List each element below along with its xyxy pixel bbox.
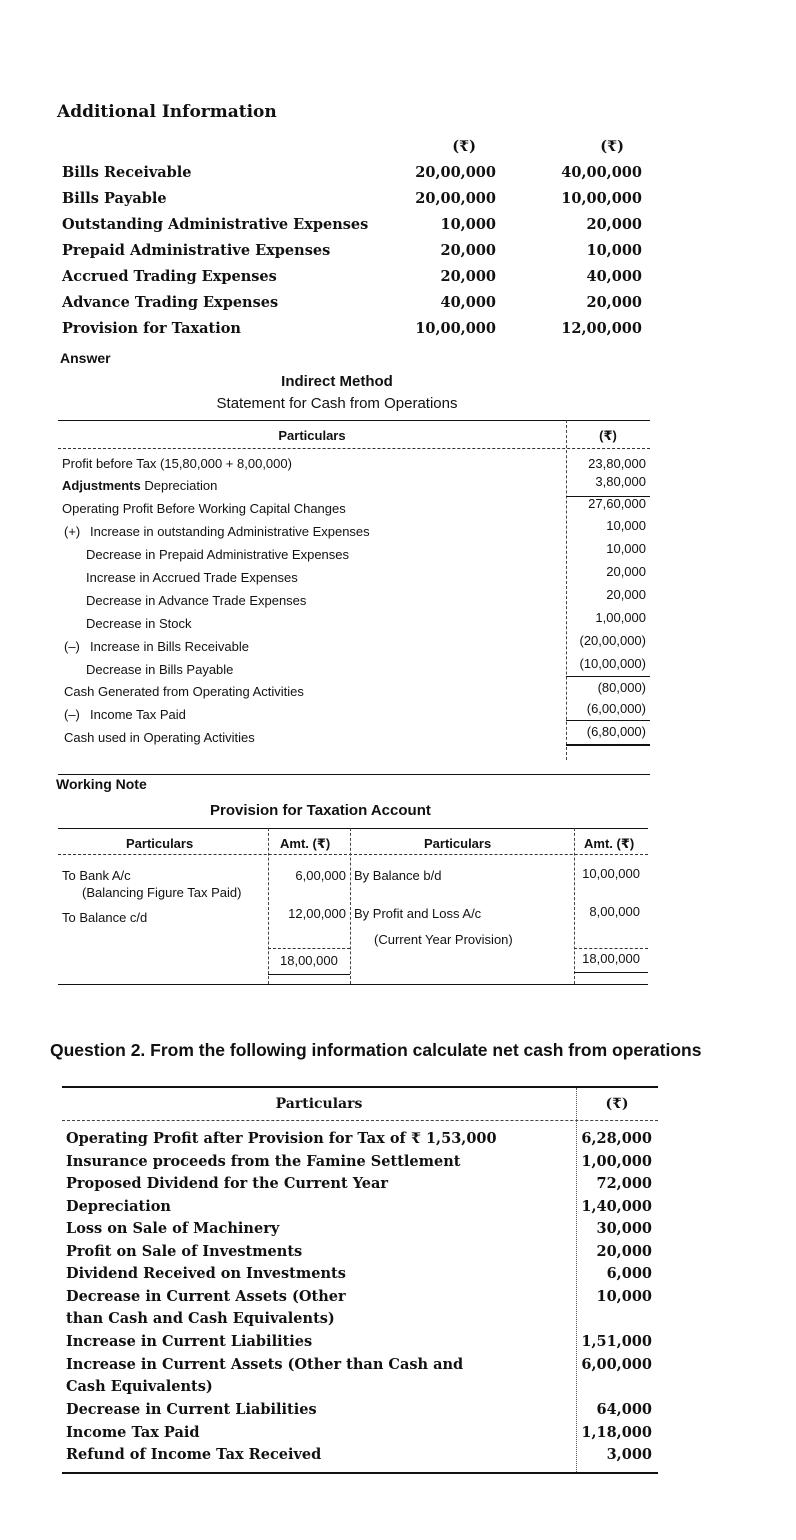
adjustments-label: Adjustments bbox=[62, 478, 141, 493]
row-label: Depreciation bbox=[66, 1197, 171, 1215]
subtotal-rule bbox=[566, 676, 650, 677]
debit-entry-amount: 12,00,000 bbox=[288, 906, 346, 921]
row-prefix: (+) bbox=[64, 524, 81, 539]
row-label: Dividend Received on Investments bbox=[66, 1265, 346, 1282]
row-label: Decrease in Bills Payable bbox=[86, 662, 234, 677]
row-label: Prepaid Administrative Expenses bbox=[62, 242, 331, 259]
statement-row bbox=[58, 680, 650, 706]
table-column-divider bbox=[576, 1088, 577, 1472]
row-amount: 10,000 bbox=[606, 518, 646, 533]
statement-row bbox=[58, 564, 650, 592]
row-amount: 1,51,000 bbox=[581, 1333, 652, 1350]
row-label bbox=[62, 478, 217, 493]
row-amount: 1,18,000 bbox=[581, 1423, 652, 1441]
row-value-2: 10,000 bbox=[586, 242, 642, 259]
row-label: Bills Receivable bbox=[62, 164, 192, 181]
double-rule-dr bbox=[268, 974, 350, 975]
row-value-2: 20,000 bbox=[586, 294, 642, 311]
row-amount: 3,000 bbox=[606, 1446, 652, 1463]
statement-row bbox=[58, 633, 650, 661]
row-amount: 3,80,000 bbox=[595, 474, 646, 489]
row-label: Cash used in Operating Activities bbox=[64, 730, 255, 745]
row-label: Operating Profit Before Working Capital Changes bbox=[62, 501, 346, 516]
debit-entry-label: To Bank A/c bbox=[62, 868, 131, 883]
column-header-particulars: Particulars bbox=[275, 1096, 363, 1112]
column-divider bbox=[268, 828, 269, 984]
additional-info-header bbox=[62, 134, 662, 160]
row-amount: (20,00,000) bbox=[579, 633, 646, 648]
account-bottom-rule bbox=[58, 984, 648, 985]
row-value-2: 10,00,000 bbox=[561, 190, 642, 207]
row-label: Decrease in Stock bbox=[86, 616, 192, 631]
question-2-table bbox=[62, 1084, 658, 1476]
row-value-1: 20,000 bbox=[440, 268, 496, 285]
table-row bbox=[62, 316, 662, 342]
table-row bbox=[62, 290, 662, 316]
depreciation-label: Depreciation bbox=[140, 478, 218, 493]
row-label: Income Tax Paid bbox=[66, 1423, 200, 1441]
statement-row bbox=[58, 474, 650, 500]
row-label: Accrued Trading Expenses bbox=[62, 268, 277, 285]
col2-header: (₹) bbox=[600, 138, 624, 155]
table-top-rule bbox=[62, 1086, 658, 1088]
row-amount: 6,28,000 bbox=[581, 1130, 652, 1147]
row-amount: 72,000 bbox=[596, 1175, 652, 1192]
row-amount: 1,00,000 bbox=[581, 1152, 652, 1170]
table-top-rule bbox=[58, 420, 650, 421]
credit-entry-sublabel: (Current Year Provision) bbox=[374, 932, 513, 947]
question-2-title: Question 2. From the following information calculate net cash from operations bbox=[50, 1040, 702, 1060]
statement-row bbox=[58, 456, 650, 478]
method-title: Indirect Method bbox=[281, 373, 393, 390]
row-value-1: 20,00,000 bbox=[415, 190, 496, 207]
double-total-rule bbox=[566, 744, 650, 746]
table-row bbox=[62, 186, 662, 212]
row-label: Insurance proceeds from the Famine Settlement bbox=[66, 1152, 461, 1170]
row-value-2: 12,00,000 bbox=[561, 320, 642, 337]
column-divider bbox=[350, 828, 351, 984]
debit-entry-sublabel: (Balancing Figure Tax Paid) bbox=[82, 885, 242, 900]
row-prefix: (–) bbox=[64, 639, 80, 654]
row-amount: 6,000 bbox=[606, 1265, 652, 1282]
row-amount: (10,00,000) bbox=[579, 656, 646, 671]
row-amount: (80,000) bbox=[597, 680, 646, 695]
additional-info-title: Additional Information bbox=[57, 102, 277, 122]
row-value-1: 40,000 bbox=[440, 294, 496, 311]
statement-row bbox=[58, 518, 650, 546]
column-header-amount: (₹) bbox=[605, 1096, 629, 1112]
row-amount: 20,000 bbox=[606, 564, 646, 579]
row-amount: 20,000 bbox=[606, 587, 646, 602]
row-amount: 20,000 bbox=[596, 1242, 652, 1260]
credit-entry-label: By Balance b/d bbox=[354, 868, 442, 883]
row-label: Decrease in Current Assets (Other than Cash and Cash Equivalents) bbox=[66, 1287, 346, 1327]
row-amount: 27,60,000 bbox=[588, 496, 646, 511]
row-label: Loss on Sale of Machinery bbox=[66, 1220, 280, 1237]
row-value-1: 10,000 bbox=[440, 216, 496, 233]
row-label: Profit on Sale of Investments bbox=[66, 1242, 303, 1260]
row-label: Increase in outstanding Administrative Expenses bbox=[90, 524, 370, 539]
row-value-2: 40,000 bbox=[586, 268, 642, 285]
col1-header: (₹) bbox=[452, 138, 476, 155]
header-particulars-dr: Particulars bbox=[126, 836, 194, 851]
header-amount-cr: Amt. (₹) bbox=[584, 836, 635, 851]
provision-taxation-account bbox=[58, 826, 648, 990]
total-rule-dr bbox=[268, 948, 350, 949]
row-label: Provision for Taxation bbox=[62, 320, 241, 337]
row-value-1: 10,00,000 bbox=[415, 320, 496, 337]
statement-row bbox=[58, 701, 650, 729]
row-label: Bills Payable bbox=[62, 190, 167, 207]
statement-row bbox=[58, 587, 650, 615]
column-header-particulars: Particulars bbox=[278, 428, 346, 443]
row-amount: 1,00,000 bbox=[595, 610, 646, 625]
row-label: Decrease in Advance Trade Expenses bbox=[86, 593, 307, 608]
double-rule-cr bbox=[574, 972, 648, 973]
row-amount: 30,000 bbox=[596, 1220, 652, 1237]
table-bottom-rule bbox=[58, 774, 650, 775]
statement-row bbox=[58, 610, 650, 638]
row-amount: (6,00,000) bbox=[586, 701, 646, 716]
row-amount: 10,000 bbox=[606, 541, 646, 556]
row-amount: 23,80,000 bbox=[588, 456, 646, 471]
row-amount: 10,000 bbox=[596, 1287, 652, 1305]
row-label: Advance Trading Expenses bbox=[62, 294, 279, 311]
table-row bbox=[62, 264, 662, 290]
statement-row bbox=[58, 496, 650, 523]
column-header-amount: (₹) bbox=[599, 428, 617, 443]
row-label: Increase in Bills Receivable bbox=[90, 639, 249, 654]
statement-row bbox=[58, 656, 650, 684]
statement-title: Statement for Cash from Operations bbox=[216, 395, 458, 412]
additional-info-table bbox=[62, 134, 662, 342]
account-title: Provision for Taxation Account bbox=[210, 802, 431, 819]
table-header-rule bbox=[62, 1120, 658, 1121]
row-value-2: 40,00,000 bbox=[561, 164, 642, 181]
table-row bbox=[62, 160, 662, 186]
credit-entry-amount: 10,00,000 bbox=[582, 866, 640, 881]
row-value-1: 20,00,000 bbox=[415, 164, 496, 181]
row-prefix: (–) bbox=[64, 707, 80, 722]
row-label: Refund of Income Tax Received bbox=[66, 1446, 322, 1463]
total-rule bbox=[566, 720, 650, 721]
credit-entry-amount: 8,00,000 bbox=[589, 904, 640, 919]
header-particulars-cr: Particulars bbox=[424, 836, 492, 851]
total-amount-cr: 18,00,000 bbox=[582, 951, 640, 966]
credit-entry-label: By Profit and Loss A/c bbox=[354, 906, 482, 921]
answer-label: Answer bbox=[60, 350, 111, 366]
row-label: Decrease in Prepaid Administrative Expenses bbox=[86, 547, 350, 562]
row-amount: (6,80,000) bbox=[586, 724, 646, 739]
row-amount: 1,40,000 bbox=[581, 1197, 652, 1215]
row-label: Operating Profit after Provision for Tax of ₹ 1,53,000 bbox=[66, 1130, 497, 1147]
cash-operations-statement bbox=[58, 418, 650, 780]
debit-entry-amount: 6,00,000 bbox=[295, 868, 346, 883]
account-top-rule bbox=[58, 828, 648, 829]
table-row bbox=[62, 212, 662, 238]
statement-row bbox=[58, 541, 650, 569]
row-label: Profit before Tax (15,80,000 + 8,00,000) bbox=[62, 456, 292, 471]
row-label: Decrease in Current Liabilities bbox=[66, 1401, 317, 1418]
statement-row bbox=[58, 724, 650, 752]
row-amount: 6,00,000 bbox=[581, 1355, 652, 1373]
table-row bbox=[62, 238, 662, 264]
working-note-label: Working Note bbox=[56, 776, 147, 792]
row-label: Increase in Current Liabilities bbox=[66, 1333, 313, 1350]
row-value-1: 20,000 bbox=[440, 242, 496, 259]
row-label: Cash Generated from Operating Activities bbox=[64, 684, 304, 699]
account-header-rule bbox=[58, 854, 648, 855]
debit-entry-label: To Balance c/d bbox=[62, 910, 148, 925]
row-label: Increase in Current Assets (Other than Cash and Cash Equivalents) bbox=[66, 1355, 464, 1395]
header-amount-dr: Amt. (₹) bbox=[280, 836, 331, 851]
total-rule-cr bbox=[574, 948, 648, 949]
row-label: Outstanding Administrative Expenses bbox=[62, 216, 369, 233]
table-header-rule bbox=[58, 448, 650, 449]
row-amount: 64,000 bbox=[596, 1401, 652, 1418]
row-label: Proposed Dividend for the Current Year bbox=[66, 1175, 389, 1192]
row-value-2: 20,000 bbox=[586, 216, 642, 233]
row-label: Income Tax Paid bbox=[90, 707, 186, 722]
row-label: Increase in Accrued Trade Expenses bbox=[86, 570, 298, 585]
total-amount-dr: 18,00,000 bbox=[280, 953, 338, 968]
table-bottom-rule bbox=[62, 1472, 658, 1474]
column-divider bbox=[574, 828, 575, 984]
